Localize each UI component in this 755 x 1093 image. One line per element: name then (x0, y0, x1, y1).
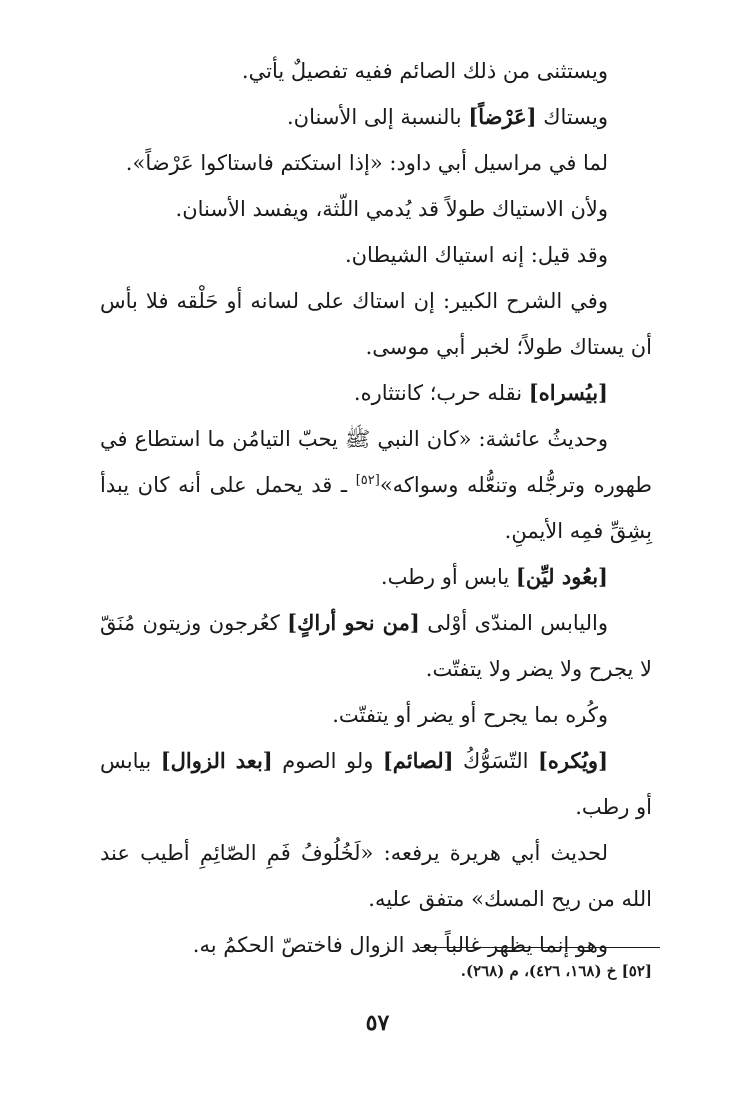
text-run: وكُره بما يجرح أو يضر أو يتفتّت. (332, 703, 608, 727)
paragraph (100, 140, 652, 186)
page-number: ٥٧ (365, 1010, 390, 1036)
bold-term: [بعد الزوال] (160, 748, 273, 773)
text-run: ويستاك (536, 105, 608, 129)
paragraph (100, 186, 652, 232)
text-run: ولو الصوم (272, 749, 383, 773)
paragraph (100, 370, 652, 416)
text-run: يابس أو رطب. (380, 565, 516, 589)
text-run: بيابس أو رطب. (100, 749, 652, 819)
bold-term: [من نحو أراكٍ] (287, 610, 420, 635)
text-run: وحديثُ عائشة: «كان النبي ﷺ يحبّ التيامُن ما استطاع في طهوره وترجُّله وتنعُّله وسواكه» (100, 427, 652, 497)
text-run: نقله حرب؛ كانتثاره. (353, 381, 529, 405)
text-run: لما في مراسيل أبي داود: «إذا استكتم فاستاكوا عَرْضاً». (125, 151, 608, 175)
text-run: وفي الشرح الكبير: إن استاك على لسانه أو حَلْقه فلا بأس أن يستاك طولاً؛ لخبر أبي موسى. (100, 289, 652, 359)
footnote-reference: [٥٢] (355, 473, 380, 488)
paragraph (100, 416, 652, 554)
paragraph (100, 554, 652, 600)
text-run: وهو إنما يظهر غالباً بعد الزوال فاختصّ الحكمُ به. (192, 933, 608, 957)
paragraph (100, 278, 652, 370)
bold-term: [بيُسراه] (528, 380, 608, 405)
footnote: [٥٢] خ (١٦٨، ٤٢٦)، م (٢٦٨). (460, 962, 652, 980)
bold-term: [لصائم] (382, 748, 454, 773)
paragraph (100, 738, 652, 830)
paragraph (100, 232, 652, 278)
bold-term: [عَرْضاً] (468, 104, 537, 129)
bold-term: [بعُود ليِّن] (515, 564, 608, 589)
paragraph (100, 600, 652, 692)
text-run: التّسَوُّكُ (453, 749, 538, 773)
text-run: ـ قد يحمل على أنه كان يبدأ بِشِقِّ فمِه الأيمنِ. (100, 473, 652, 543)
bold-term: [ويُكره] (537, 748, 609, 773)
paragraph (100, 94, 652, 140)
body-text (100, 48, 652, 968)
text-run: بالنسبة إلى الأسنان. (287, 105, 469, 129)
text-run: واليابس المندّى أوْلى (419, 611, 608, 635)
text-run: كعُرجون وزيتون مُنَقّ لا يجرح ولا يضر ولا يتفتّت. (100, 611, 652, 681)
text-run: ولأن الاستياك طولاً قد يُدمي اللّثة، ويفسد الأسنان. (175, 197, 608, 221)
footnote-divider (420, 947, 660, 948)
paragraph (100, 692, 652, 738)
paragraph (100, 830, 652, 922)
paragraph (100, 48, 652, 94)
text-run: لحديث أبي هريرة يرفعه: «لَخُلُوفُ فَمِ الصّائِمِ أطيب عند الله من ريح المسك» متفق عليه. (100, 841, 652, 911)
text-run: وقد قيل: إنه استياك الشيطان. (344, 243, 608, 267)
text-run: ويستثنى من ذلك الصائم ففيه تفصيلٌ يأتي. (241, 59, 608, 83)
